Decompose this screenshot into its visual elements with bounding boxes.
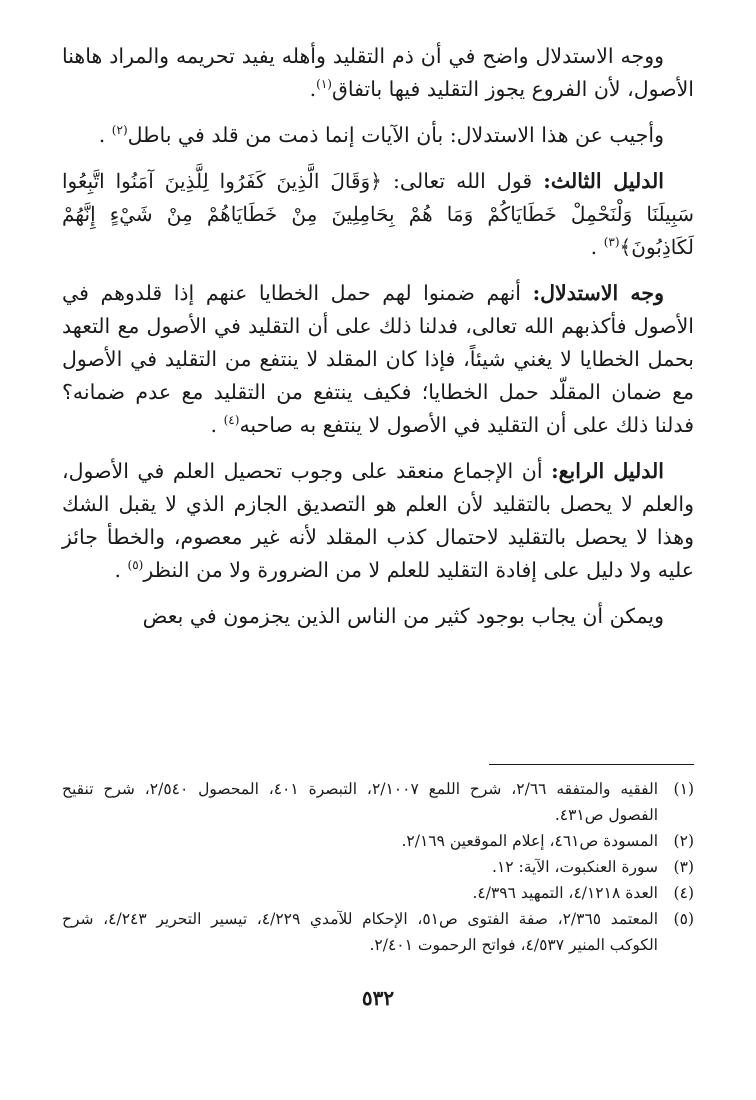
footnote-number: (٤)	[673, 884, 694, 902]
paragraph-end: .	[590, 235, 598, 259]
footnote-text: المعتمد ٢/٣٦٥، صفة الفتوى ص٥١، الإحكام للآمدي ٤/٢٢٩، تيسير التحرير ٤/٢٤٣، شرح الكوكب المنير ٤/٥٣٧، فواتح الرحموت ٢/٤٠١.	[62, 910, 659, 954]
footnote-ref[interactable]: (٣)	[603, 235, 620, 250]
footnote-ref[interactable]: (٢)	[111, 123, 128, 138]
footnote-number: (٣)	[673, 858, 694, 876]
footnote-text: المسودة ص٤٦١، إعلام الموقعين ٢/١٦٩.	[401, 832, 658, 850]
footnote-ref[interactable]: (١)	[316, 77, 332, 92]
footnote-item	[62, 776, 694, 828]
footnote-ref[interactable]: (٥)	[127, 558, 144, 573]
paragraph-text: وأجيب عن هذا الاستدلال: بأن الآيات إنما ذمت من قلد في باطل	[127, 123, 664, 147]
paragraph-2	[62, 119, 694, 152]
verse-intro: قول الله تعالى:	[392, 169, 533, 193]
footnote-divider	[489, 764, 694, 765]
footnote-number: (٥)	[673, 910, 694, 928]
footnote-item	[62, 880, 694, 906]
paragraph-5	[62, 455, 694, 587]
paragraph-text: ووجه الاستدلال واضح في أن ذم التقليد وأهله يفيد تحريمه والمراد هاهنا الأصول، لأن الفروع يجوز التقليد فيها باتفاق	[62, 44, 694, 101]
paragraph-4	[62, 277, 694, 442]
footnote-number: (٢)	[673, 832, 694, 850]
footnotes	[62, 776, 694, 958]
paragraph-end: .	[210, 413, 218, 437]
footnote-text: العدة ٤/١٢١٨، التمهيد ٤/٣٩٦.	[472, 884, 658, 902]
paragraph-6	[62, 600, 694, 633]
paragraph-1: ووجه الاستدلال واضح في أن ذم التقليد وأهله يفيد تحريمه والمراد هاهنا الأصول، لأن الفروع يجوز التقليد فيها باتفاق$^{(١)}$.	[62, 44, 694, 101]
footnote-text: الفقيه والمتفقه ٢/٦٦، شرح اللمع ٢/١٠٠٧، التبصرة ٤٠١، المحصول ٢/٥٤٠، شرح تنقيح الفصول ص٤٣١.	[62, 780, 659, 824]
footnote-item	[62, 906, 694, 958]
paragraph-text: أنهم ضمنوا لهم حمل الخطايا عنهم إذا قلدوهم في الأصول فأكذبهم الله تعالى، فدلنا ذلك على أن التقليد في الأصول مع التعهد بحمل الخطايا لا يغني شيئاً، فإذا كان المقلد لا ينتفع من التقليد في الأصول مع ضمان المقلّد حمل الخطايا؛ فكيف ينتفع من التقليد مع عدم ضمانه؟ فدلنا ذلك على أن التقليد في الأصول لا ينتفع به صاحبه	[62, 281, 694, 437]
main-text	[62, 40, 694, 646]
paragraph-text: ويمكن أن يجاب بوجود كثير من الناس الذين يجزمون في بعض	[142, 604, 664, 628]
footnote-number: (١)	[673, 780, 694, 798]
footnote-ref[interactable]: (٤)	[223, 413, 240, 428]
paragraph-end: .	[114, 558, 121, 582]
footnote-item	[62, 828, 694, 854]
paragraph-end: .	[98, 123, 106, 147]
footnote-text: سورة العنكبوت، الآية: ١٢.	[492, 858, 658, 876]
evidence-label: الدليل الرابع:	[551, 459, 664, 483]
evidence-label: الدليل الثالث:	[543, 169, 664, 193]
footnote-item	[62, 854, 694, 880]
page-number: ٥٣٢	[361, 986, 395, 1010]
quran-verse: ﴿وَقَالَ الَّذِينَ كَفَرُوا لِلَّذِينَ آمَنُوا اتَّبِعُوا سَبِيلَنَا وَلْنَحْمِلْ خَطَايَاكُمْ وَمَا هُمْ بِحَامِلِينَ مِنْ خَطَايَاهُمْ مِنْ شَيْءٍ إِنَّهُمْ لَكَاذِبُونَ﴾	[62, 169, 695, 259]
evidence-label: وجه الاستدلال:	[532, 281, 664, 305]
paragraph-3	[62, 165, 694, 264]
paragraph-text: أن الإجماع منعقد على وجوب تحصيل العلم في الأصول، والعلم لا يحصل بالتقليد لأن العلم هو التصديق الجازم الذي لا يقبل الشك وهذا لا يحصل بالتقليد لاحتمال كذب المقلد لأنه غير معصوم، والخطأ جائز عليه ولا دليل على إفادة التقليد للعلم لا من الضرورة ولا من النظر	[62, 459, 694, 582]
